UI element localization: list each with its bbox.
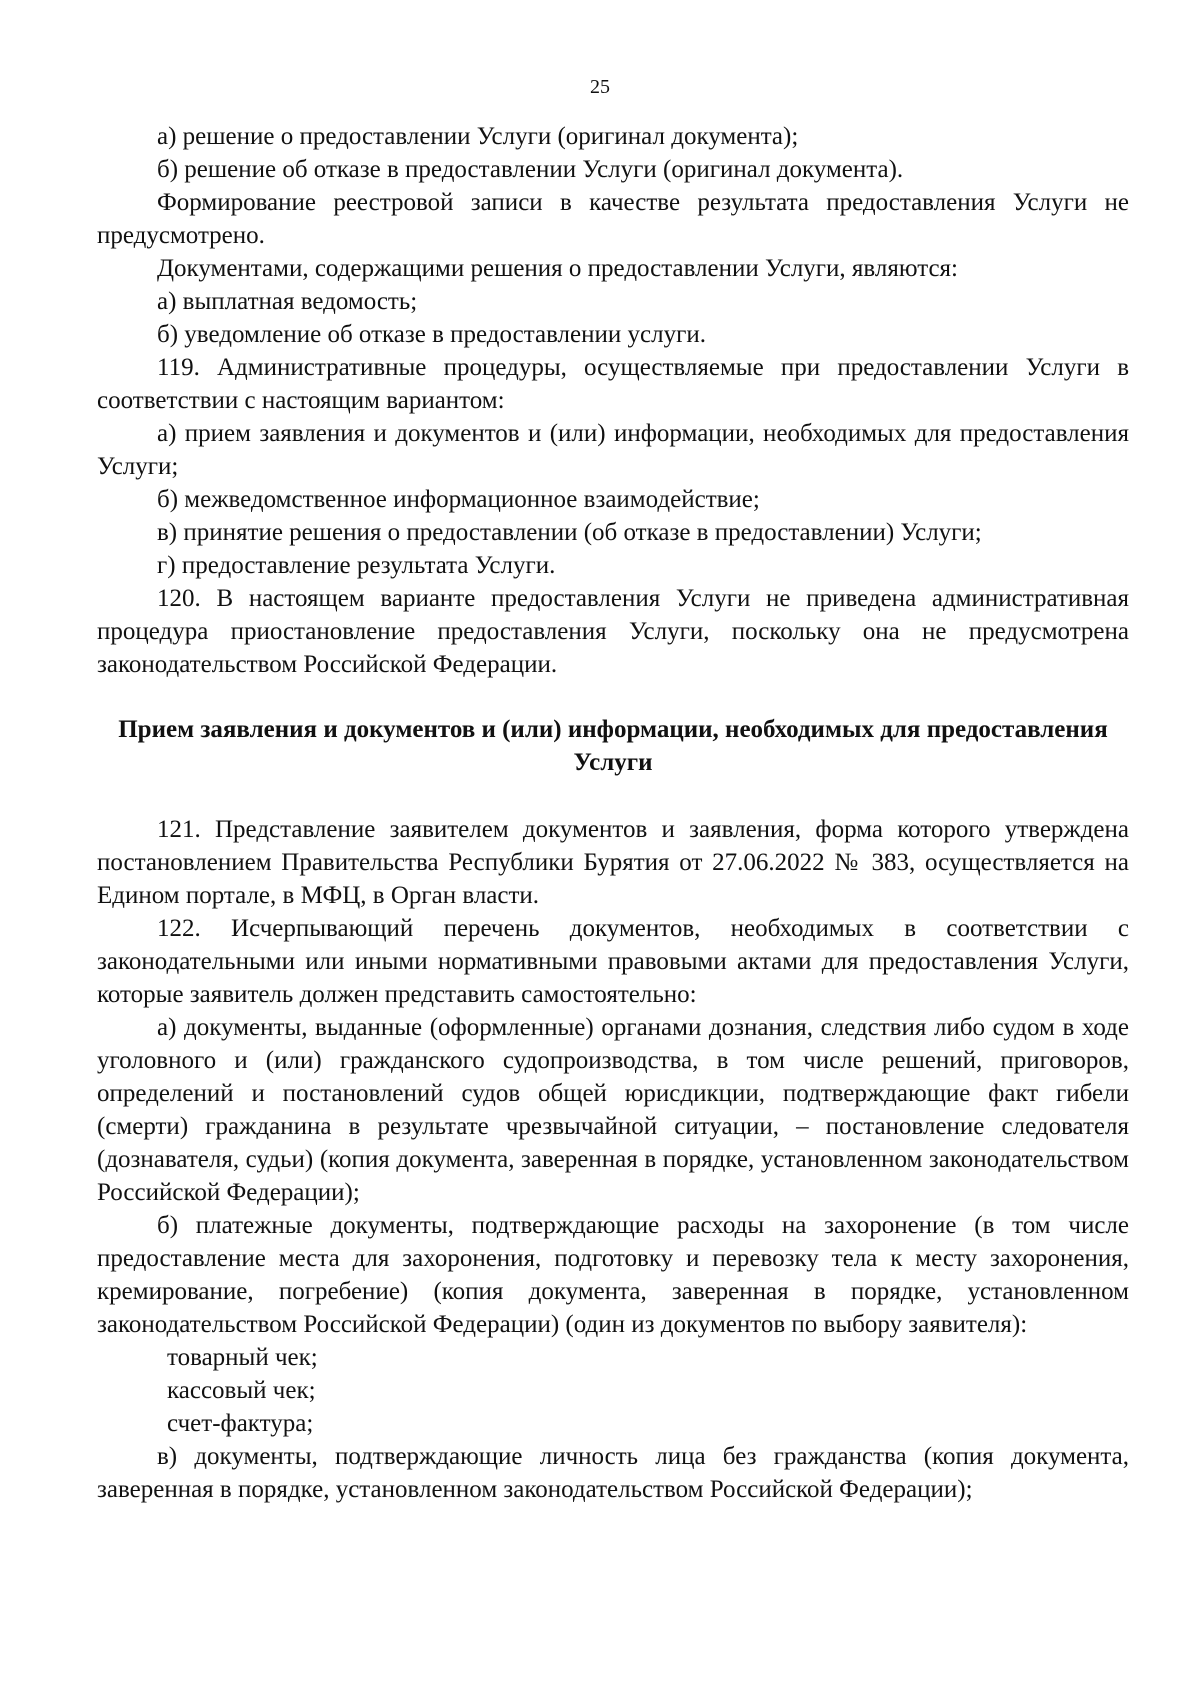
procedure-item-c: в) принятие решения о предоставлении (об отказе в предоставлении) Услуги; <box>157 519 982 546</box>
decision-documents-paragraph: Документами, содержащими решения о предоставлении Услуги, являются: <box>157 255 958 282</box>
required-doc-item-c: в) документы, подтверждающие личность лица без гражданства (копия документа, заверенная в порядке, установленном законодательством Российской Федерации); <box>97 1443 1129 1503</box>
registry-record-paragraph: Формирование реестровой записи в качестве результата предоставления Услуги не предусмотрено. <box>97 189 1129 249</box>
procedure-item-a: а) прием заявления и документов и (или) информации, необходимых для предоставления Услуги; <box>97 420 1129 480</box>
decision-doc-item-b: б) уведомление об отказе в предоставлении услуги. <box>157 321 706 348</box>
payment-doc-item: товарный чек; <box>167 1344 318 1371</box>
procedure-item-d: г) предоставление результата Услуги. <box>157 552 556 579</box>
clause-121: 121. Представление заявителем документов и заявления, форма которого утверждена постановлением Правительства Республики Бурятия от 27.06.2022 № 383, осуществляется на Едином портале, в МФЦ, в Орган власти. <box>97 816 1129 909</box>
result-item-a: а) решение о предоставлении Услуги (оригинал документа); <box>157 123 799 150</box>
decision-doc-item-a: а) выплатная ведомость; <box>157 288 418 315</box>
clause-122: 122. Исчерпывающий перечень документов, необходимых в соответствии с законодательными или иными нормативными правовыми актами для предоставления Услуги, которые заявитель должен представить самостоятельно: <box>97 915 1129 1008</box>
payment-doc-item: кассовый чек; <box>167 1377 316 1404</box>
page-number: 25 <box>590 76 610 98</box>
required-doc-item-b: б) платежные документы, подтверждающие расходы на захоронение (в том числе предоставление места для захоронения, подготовку и перевозку тела к месту захоронения, кремирование, погребение) (копия документа, заверенная в порядке, установленном законодательством Российской Федерации) (один из документов по выбору заявителя): <box>97 1212 1129 1338</box>
procedure-item-b: б) межведомственное информационное взаимодействие; <box>157 486 760 513</box>
result-item-b: б) решение об отказе в предоставлении Услуги (оригинал документа). <box>157 156 904 183</box>
document-body <box>97 120 1129 1506</box>
section-heading: Прием заявления и документов и (или) информации, необходимых для предоставления Услуги <box>118 716 1108 776</box>
payment-doc-item: счет-фактура; <box>167 1410 314 1437</box>
required-doc-item-a: а) документы, выданные (оформленные) органами дознания, следствия либо судом в ходе уголовного и (или) гражданского судопроизводства, в том числе решений, приговоров, определений и постановлений судов общей юрисдикции, подтверждающие факт гибели (смерти) гражданина в результате чрезвычайной ситуации, – постановление следователя (дознавателя, судьи) (копия документа, заверенная в порядке, установленном законодательством Российской Федерации); <box>97 1014 1129 1206</box>
clause-120: 120. В настоящем варианте предоставления Услуги не приведена административная процедура приостановление предоставления Услуги, поскольку она не предусмотрена законодательством Российской Федерации. <box>97 585 1129 678</box>
clause-119: 119. Административные процедуры, осуществляемые при предоставлении Услуги в соответствии с настоящим вариантом: <box>97 354 1129 414</box>
